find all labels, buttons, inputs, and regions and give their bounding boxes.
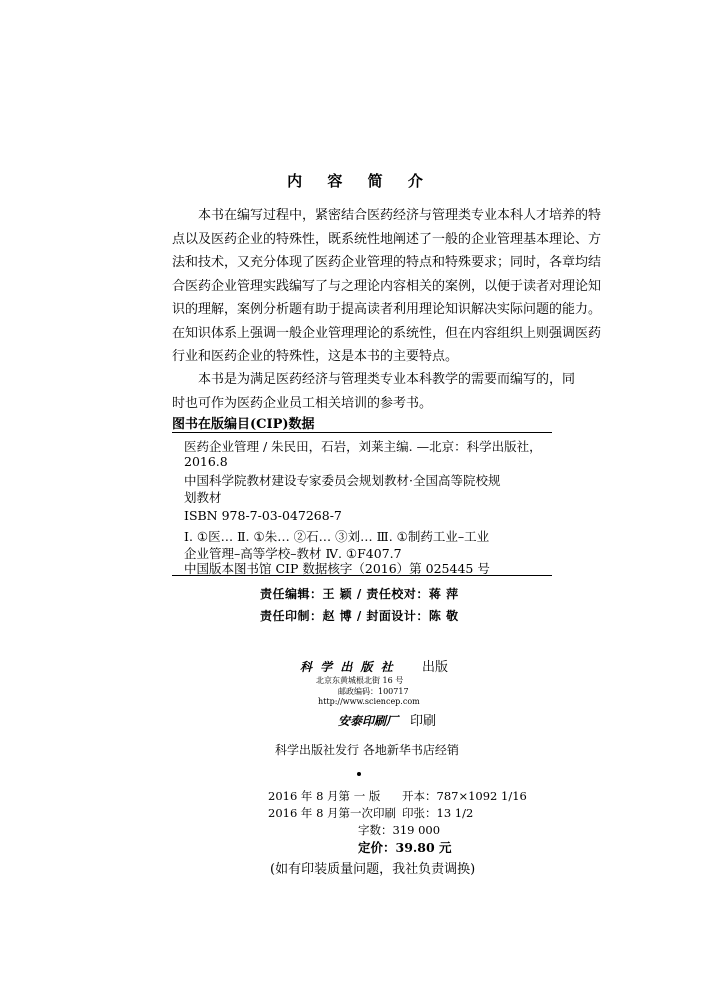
intro-line: 本书是为满足医药经济与管理类专业本科教学的需要而编写的，同: [198, 372, 576, 387]
printing-info: 2016 年 8 月第一次印刷: [268, 806, 397, 820]
intro-line: 点以及医药企业的特殊性，既系统性地阐述了一般的企业管理基本理论、方: [172, 231, 602, 247]
intro-line: 行业和医药企业的特殊性，这是本书的主要特点。: [172, 349, 459, 364]
credits-printing: 责任印制：赵 博 / 封面设计：陈 敬: [260, 609, 459, 623]
printer-suffix: 印刷: [410, 714, 437, 729]
cip-line: Ⅰ. ①医… Ⅱ. ①朱… ②石… ③刘… Ⅲ. ①制药工业–工业: [184, 529, 490, 544]
publisher-address: 北京东黄城根北街 16 号: [316, 676, 404, 685]
word-count: 字数：319 000: [358, 823, 441, 837]
publisher-postcode: 邮政编码：100717: [338, 687, 409, 696]
cip-line: 划教材: [184, 490, 222, 505]
printer-logo: 安泰印刷厂: [338, 714, 399, 728]
intro-paragraph-2: [172, 368, 576, 415]
cip-line: 企业管理–高等学校–教材 Ⅳ. ①F407.7: [184, 546, 402, 561]
cip-line: 医药企业管理 / 朱民田，石岩，刘莱主编. —北京：科学出版社，: [184, 439, 542, 454]
intro-line: 在知识体系上强调一般企业管理理论的系统性，但在内容组织上则强调医药: [172, 325, 602, 341]
cip-line: 中国科学院教材建设专家委员会规划教材·全国高等院校规: [184, 473, 501, 488]
distribution-line: 科学出版社发行 各地新华书店经销: [275, 743, 459, 757]
cip-heading: 图书在版编目(CIP)数据: [172, 417, 315, 432]
publisher-website: http://www.sciencep.com: [318, 697, 420, 706]
cip-line: 2016.8: [184, 454, 228, 469]
price: 定价：39.80 元: [358, 840, 452, 855]
intro-line: 时也可作为医药企业员工相关培训的参考书。: [172, 395, 433, 411]
intro-line: 合医药企业管理实践编写了与之理论内容相关的案例，以便于读者对理论知: [172, 278, 602, 294]
sheets-info: 印张：13 1/2: [402, 806, 474, 820]
intro-line: 本书在编写过程中，紧密结合医药经济与管理类专业本科人才培养的特: [198, 208, 602, 223]
intro-line: 识的理解，案例分析题有助于提高读者利用理论知识解决实际问题的能力。: [172, 302, 602, 317]
intro-line: 法和技术，又充分体现了医药企业管理的特点和特殊要求；同时，各章均结: [172, 255, 602, 270]
page-title: 内 容 简 介: [287, 172, 433, 190]
cip-line: ISBN 978-7-03-047268-7: [184, 508, 342, 523]
edition-info: 2016 年 8 月第 一 版: [268, 789, 381, 803]
format-info: 开本：787×1092 1/16: [402, 789, 527, 803]
intro-paragraph-1: [172, 204, 602, 369]
publisher-logo: 科 学 出 版 社: [300, 660, 395, 674]
quality-notice: (如有印装质量问题，我社负责调换): [270, 862, 476, 877]
cip-data-block: [172, 432, 552, 576]
separator-dot: [357, 772, 361, 776]
credits-editor: 责任编辑：王 颖 / 责任校对：蒋 萍: [260, 587, 459, 601]
publisher-suffix: 出版: [422, 660, 449, 675]
cip-number: 中国版本图书馆 CIP 数据核字（2016）第 025445 号: [184, 561, 490, 576]
